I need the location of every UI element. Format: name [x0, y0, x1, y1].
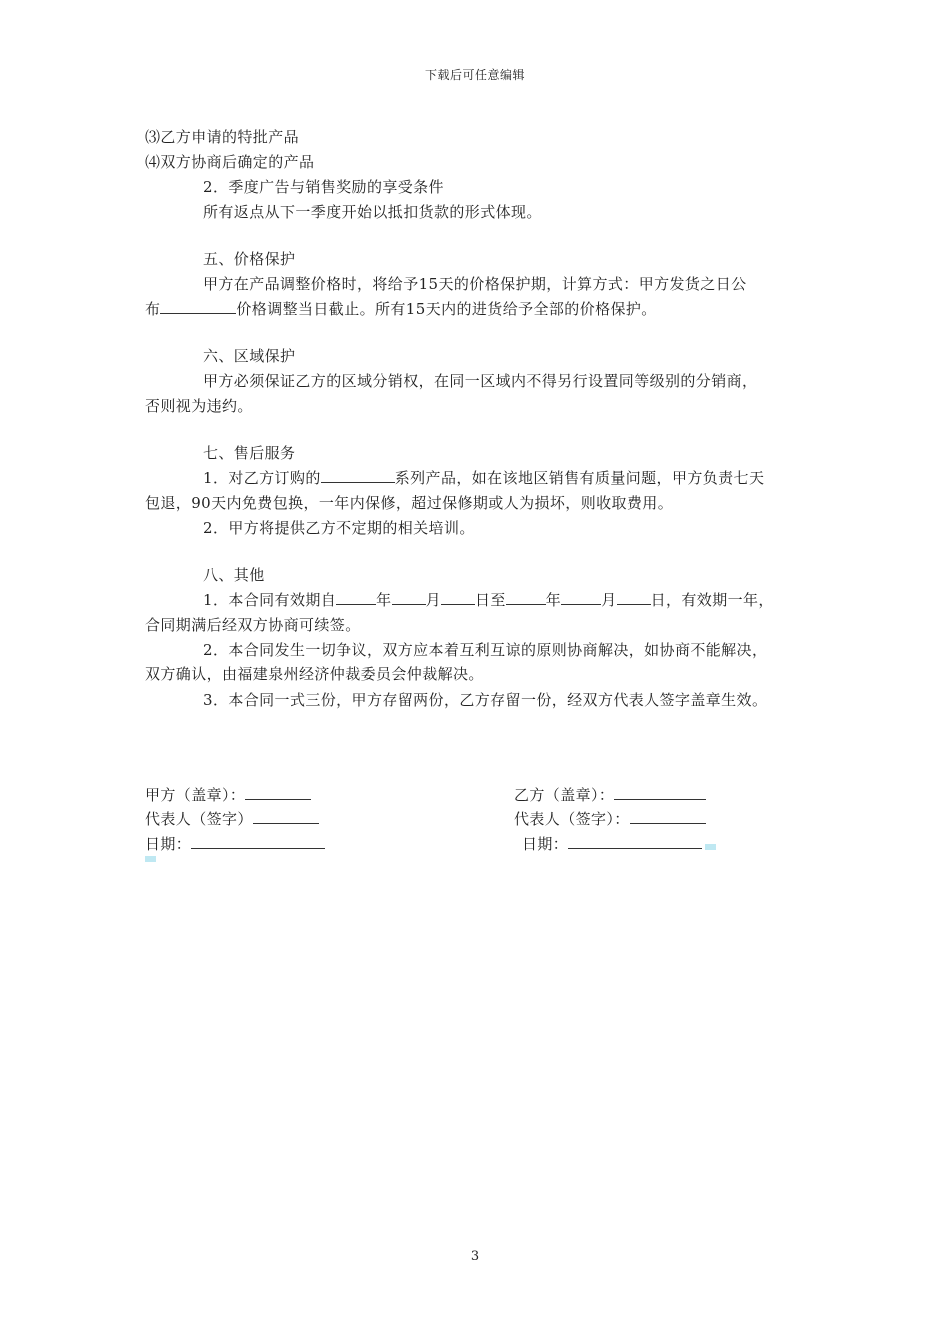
- selection-marker: [705, 844, 716, 850]
- blank-field: [336, 589, 376, 605]
- blank-field: [617, 589, 651, 605]
- blank-field: [441, 589, 475, 605]
- signature-line: [191, 833, 325, 849]
- section-7-p1a: 1．对乙方订购的: [203, 469, 321, 487]
- item-4: ⑷双方协商后确定的产品: [145, 153, 315, 171]
- section-5-line-2a: 布: [145, 300, 161, 318]
- section-8-p1-prefix: 1．本合同有效期自: [203, 591, 337, 609]
- section-7-p1c: 包退，90天内免费包换，一年内保修，超过保修期或人为损坏，则收取费用。: [145, 494, 674, 512]
- year-label: 年: [376, 591, 392, 609]
- party-a-seal-label: 甲方（盖章）：: [145, 786, 246, 804]
- party-b-rep-label: 代表人（签字）：: [514, 810, 630, 828]
- section-8-p2-line-2: 双方确认，由福建泉州经济仲裁委员会仲裁解决。: [145, 665, 484, 683]
- signature-line: [568, 833, 702, 849]
- section-8-title: 八、其他: [203, 566, 265, 584]
- year-label: 年: [545, 591, 562, 609]
- party-b-representative: [514, 807, 706, 831]
- month-label: 月: [425, 591, 441, 609]
- section-8-p1-line-2: 合同期满后经双方协商可续签。: [145, 616, 361, 634]
- section-8-p3: 3．本合同一式三份，甲方存留两份，乙方存留一份，经双方代表人签字盖章生效。: [203, 691, 768, 709]
- blank-field: [506, 589, 546, 605]
- clause-2-body: 所有返点从下一季度开始以抵扣货款的形式体现。: [203, 203, 542, 221]
- blank-field: [321, 467, 395, 483]
- blank-field: [392, 589, 426, 605]
- blank-field: [160, 298, 236, 314]
- signature-line: [245, 784, 311, 800]
- party-a-rep-label: 代表人（签字）: [145, 810, 253, 828]
- section-5-line-2: [145, 297, 810, 321]
- party-b-seal-label: 乙方（盖章）：: [514, 786, 615, 804]
- header-note: 下载后可任意编辑: [424, 68, 525, 82]
- signature-line: [630, 808, 706, 824]
- page-number: 3: [470, 1249, 480, 1264]
- section-7-p1: [203, 466, 868, 490]
- day-to-label: 日至: [474, 591, 506, 609]
- section-6-line-1: 甲方必须保证乙方的区域分销权，在同一区域内不得另行设置同等级别的分销商，: [203, 372, 758, 390]
- section-8-p2-line-1: 2．本合同发生一切争议，双方应本着互利互谅的原则协商解决，如协商不能解决，: [203, 641, 768, 659]
- section-7-p1b: 系列产品，如在该地区销售有质量问题，甲方负责七天: [394, 469, 765, 487]
- blank-field: [561, 589, 601, 605]
- section-7-p2: 2．甲方将提供乙方不定期的相关培训。: [203, 519, 475, 537]
- section-6-title: 六、区域保护: [203, 347, 296, 365]
- section-7-title: 七、售后服务: [203, 444, 296, 462]
- signature-line: [253, 808, 319, 824]
- party-b-date-label: 日期：: [522, 835, 569, 853]
- section-5-line-2b: 价格调整当日截止。所有15天内的进货给予全部的价格保护。: [236, 300, 657, 318]
- section-5-title: 五、价格保护: [203, 250, 296, 268]
- selection-marker: [145, 856, 156, 862]
- party-b-seal: [514, 783, 706, 807]
- party-b-date: [522, 832, 702, 856]
- party-a-representative: [145, 807, 319, 831]
- section-5-line-1: 甲方在产品调整价格时，将给予15天的价格保护期，计算方式：甲方发货之日公: [203, 275, 747, 293]
- month-label: 月: [601, 591, 617, 609]
- item-3: ⑶乙方申请的特批产品: [145, 128, 300, 146]
- section-8-p1: [203, 588, 868, 612]
- party-a-date-label: 日期：: [145, 835, 192, 853]
- section-8-p1-suffix: 日，有效期一年，: [650, 591, 774, 609]
- signature-line: [614, 784, 706, 800]
- section-6-line-2: 否则视为违约。: [145, 397, 253, 415]
- party-a-seal: [145, 783, 311, 807]
- clause-2-heading: 2．季度广告与销售奖励的享受条件: [203, 178, 444, 196]
- party-a-date: [145, 832, 325, 856]
